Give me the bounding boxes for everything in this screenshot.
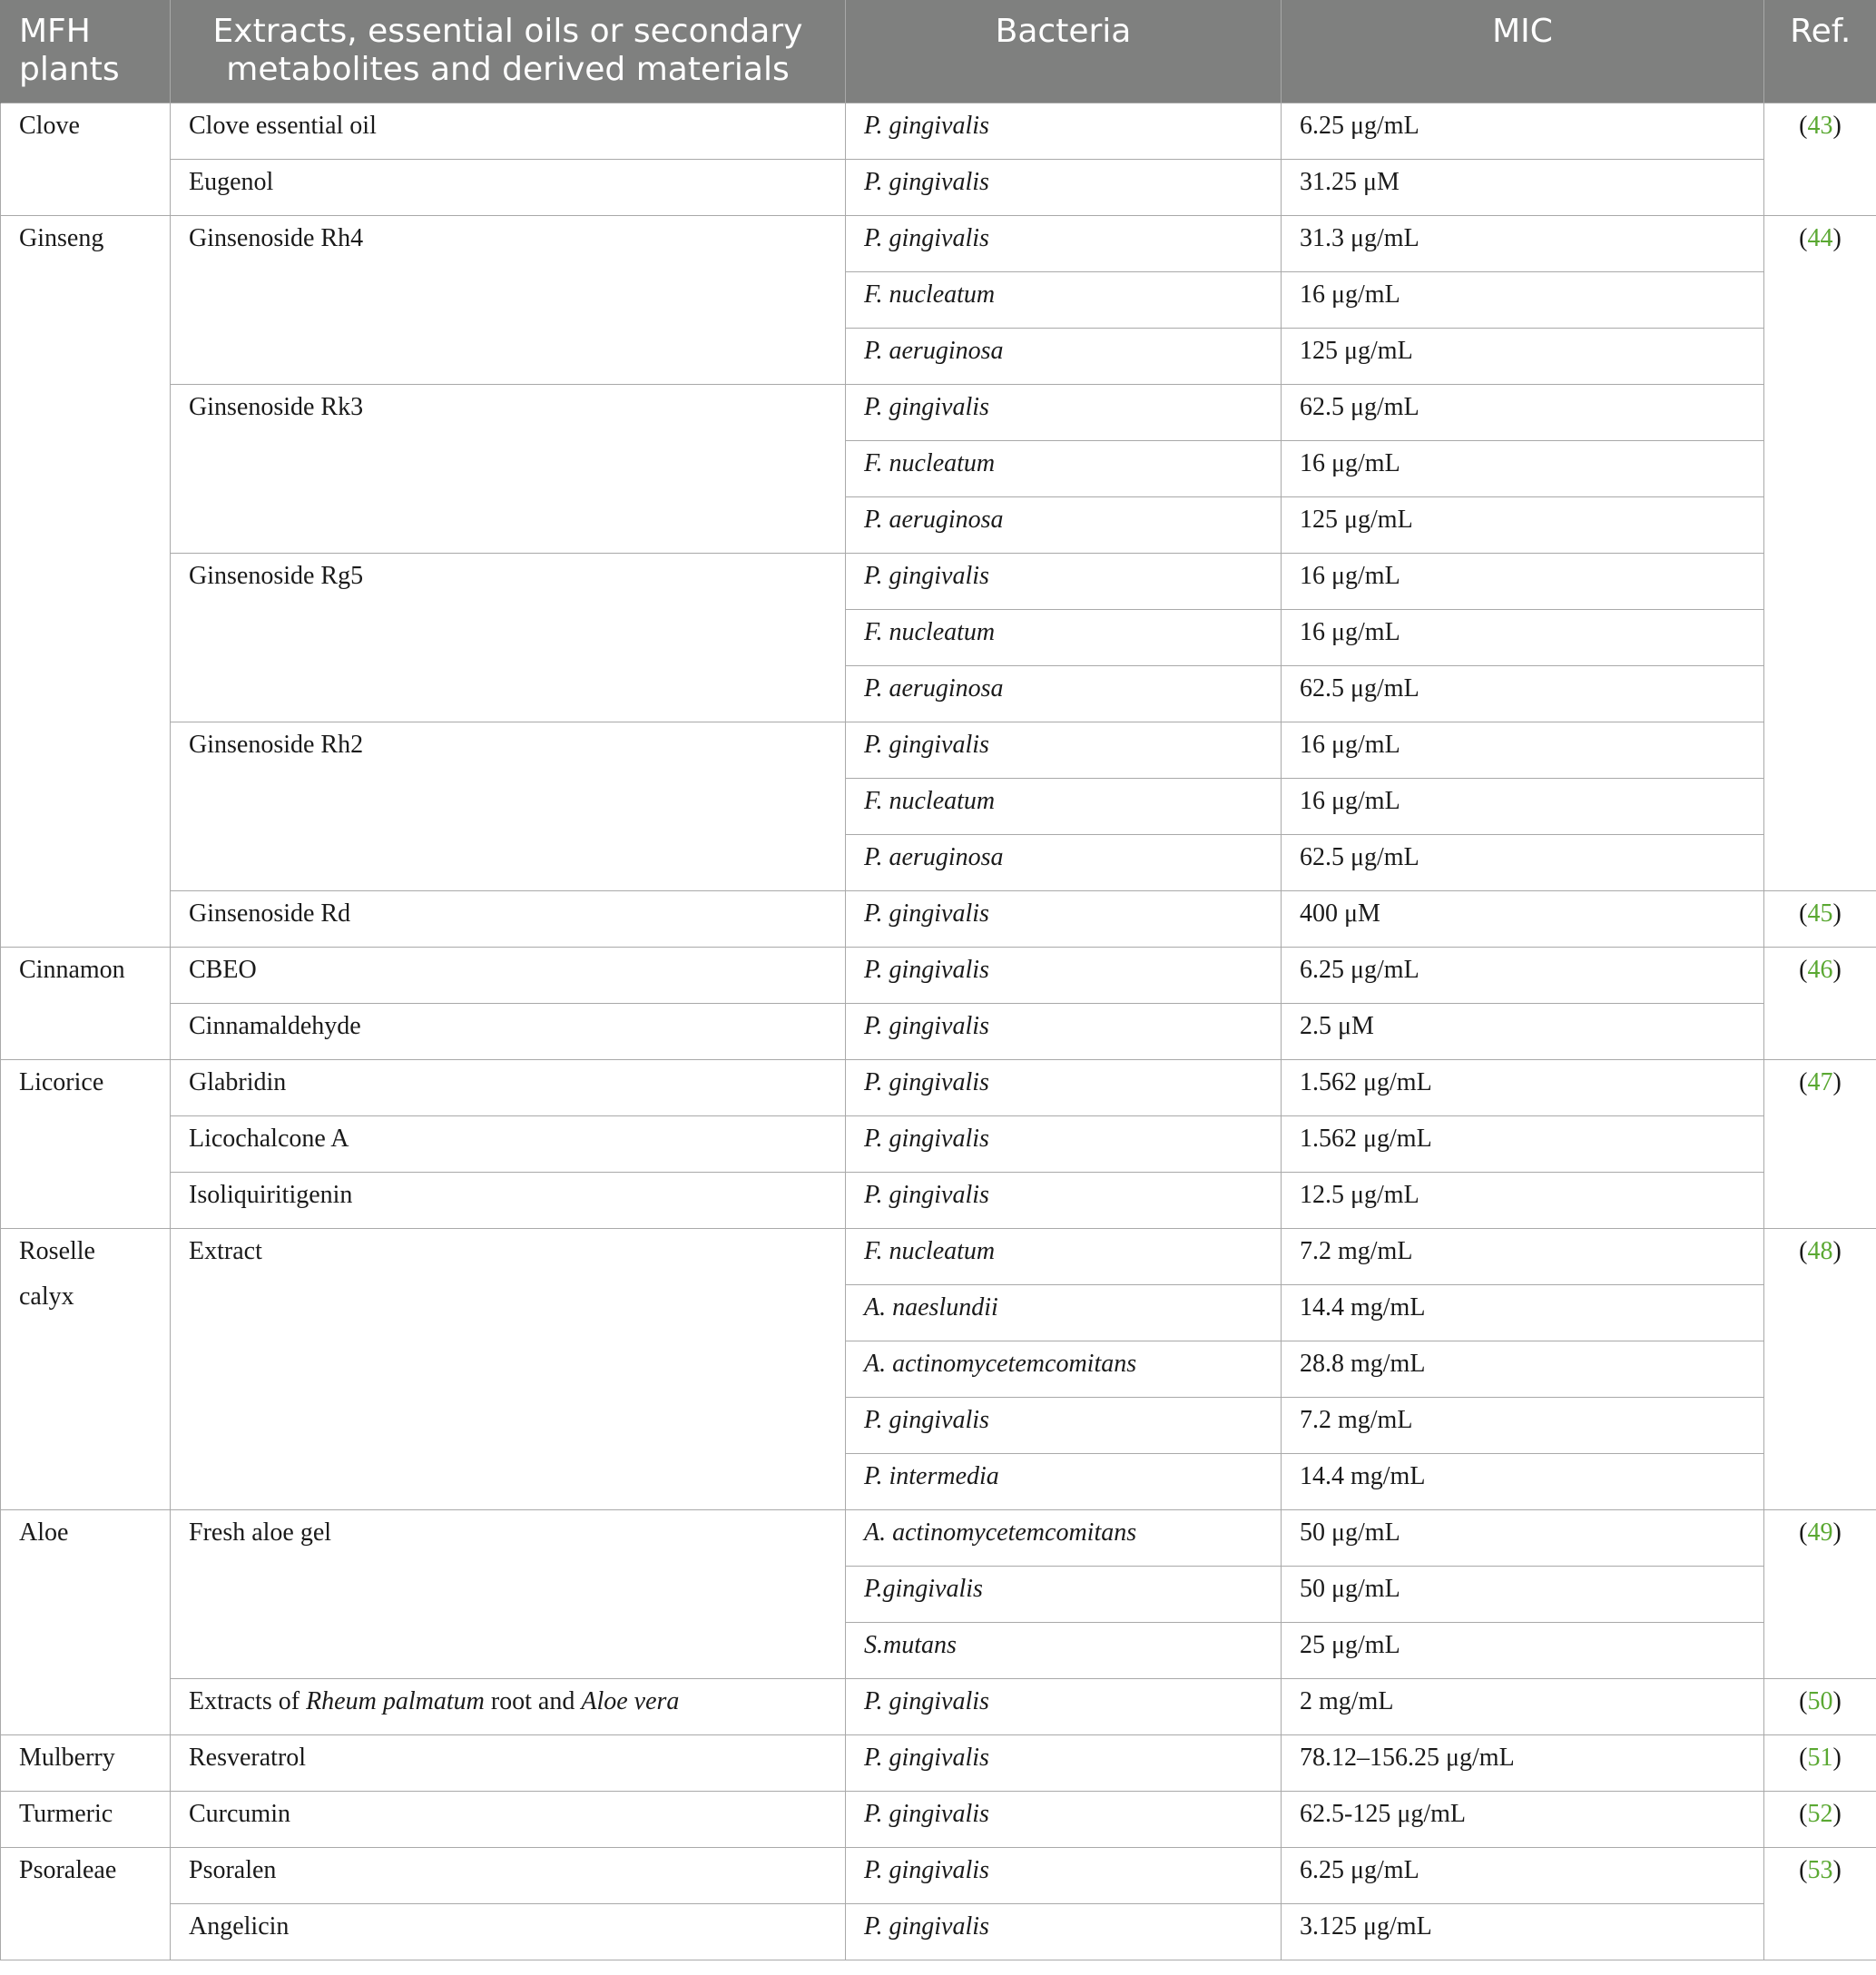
ref-cell: (47) [1764, 1059, 1876, 1228]
material-cell: Ginsenoside Rg5 [171, 553, 846, 722]
material-cell: Isoliquiritigenin [171, 1172, 846, 1228]
table-row [1, 1734, 1876, 1791]
ref-link[interactable]: 46 [1807, 955, 1833, 984]
mic-cell: 3.125 μg/mL [1282, 1903, 1764, 1960]
plant-cell: Roselle calyx [1, 1228, 171, 1509]
table-row [1, 1903, 1876, 1960]
table-row [1, 1678, 1876, 1734]
mic-cell: 78.12–156.25 μg/mL [1282, 1734, 1764, 1791]
plant-cell: Clove [1, 103, 171, 215]
bacteria-cell: P. gingivalis [846, 1115, 1282, 1172]
mic-cell: 125 μg/mL [1282, 328, 1764, 384]
mic-cell: 62.5 μg/mL [1282, 665, 1764, 722]
material-cell: Licochalcone A [171, 1115, 846, 1172]
mic-cell: 16 μg/mL [1282, 440, 1764, 496]
bacteria-cell: P. gingivalis [846, 1791, 1282, 1847]
mic-cell: 400 μM [1282, 890, 1764, 947]
mic-cell: 12.5 μg/mL [1282, 1172, 1764, 1228]
header-mic: MIC [1282, 0, 1764, 103]
table-row [1, 1172, 1876, 1228]
ref-cell: (49) [1764, 1509, 1876, 1678]
plant-cell: Licorice [1, 1059, 171, 1228]
material-cell: Ginsenoside Rd [171, 890, 846, 947]
mic-cell: 7.2 mg/mL [1282, 1397, 1764, 1453]
mic-cell: 16 μg/mL [1282, 271, 1764, 328]
ref-link[interactable]: 52 [1807, 1799, 1833, 1828]
plant-cell: Psoraleae [1, 1847, 171, 1960]
ref-link[interactable]: 50 [1807, 1686, 1833, 1715]
mic-cell: 2 mg/mL [1282, 1678, 1764, 1734]
material-cell: Ginsenoside Rh2 [171, 722, 846, 890]
plant-cell: Aloe [1, 1509, 171, 1734]
plant-cell: Turmeric [1, 1791, 171, 1847]
table-row [1, 1003, 1876, 1059]
bacteria-cell: F. nucleatum [846, 1228, 1282, 1284]
bacteria-cell: P. gingivalis [846, 215, 1282, 271]
material-cell: Ginsenoside Rh4 [171, 215, 846, 384]
bacteria-cell: P. intermedia [846, 1453, 1282, 1509]
mic-cell: 6.25 μg/mL [1282, 1847, 1764, 1903]
bacteria-cell: P. aeruginosa [846, 328, 1282, 384]
table-row [1, 722, 1876, 778]
table-row [1, 215, 1876, 271]
mic-cell: 125 μg/mL [1282, 496, 1764, 553]
ref-cell: (45) [1764, 890, 1876, 947]
material-cell: Psoralen [171, 1847, 846, 1903]
bacteria-cell: F. nucleatum [846, 609, 1282, 665]
material-cell: Extracts of Rheum palmatum root and Aloe vera [171, 1678, 846, 1734]
material-cell: Fresh aloe gel [171, 1509, 846, 1678]
ref-cell: (46) [1764, 947, 1876, 1059]
bacteria-cell: P. gingivalis [846, 1397, 1282, 1453]
bacteria-cell: A. actinomycetemcomitans [846, 1341, 1282, 1397]
ref-link[interactable]: 44 [1807, 223, 1833, 252]
bacteria-cell: P. aeruginosa [846, 665, 1282, 722]
bacteria-cell: S.mutans [846, 1622, 1282, 1678]
table-row [1, 1115, 1876, 1172]
table-row [1, 1228, 1876, 1284]
ref-cell: (48) [1764, 1228, 1876, 1509]
header-bacteria: Bacteria [846, 0, 1282, 103]
ref-link[interactable]: 53 [1807, 1855, 1833, 1884]
bacteria-cell: P. gingivalis [846, 159, 1282, 215]
header-materials: Extracts, essential oils or secondary metabolites and derived materials [171, 0, 846, 103]
ref-cell: (53) [1764, 1847, 1876, 1960]
mic-cell: 31.3 μg/mL [1282, 215, 1764, 271]
bacteria-cell: P. gingivalis [846, 1734, 1282, 1791]
table-header-row [1, 0, 1876, 103]
plant-cell: Ginseng [1, 215, 171, 947]
ref-link[interactable]: 51 [1807, 1743, 1833, 1772]
material-cell: Glabridin [171, 1059, 846, 1115]
mic-cell: 14.4 mg/mL [1282, 1284, 1764, 1341]
mic-cell: 1.562 μg/mL [1282, 1115, 1764, 1172]
ref-link[interactable]: 49 [1807, 1518, 1833, 1547]
ref-link[interactable]: 45 [1807, 899, 1833, 928]
bacteria-cell: A. naeslundii [846, 1284, 1282, 1341]
material-cell: Angelicin [171, 1903, 846, 1960]
plant-cell: Cinnamon [1, 947, 171, 1059]
mic-cell: 14.4 mg/mL [1282, 1453, 1764, 1509]
mic-cell: 6.25 μg/mL [1282, 947, 1764, 1003]
material-cell: Curcumin [171, 1791, 846, 1847]
mic-cell: 25 μg/mL [1282, 1622, 1764, 1678]
header-mfh-plants: MFH plants [1, 0, 171, 103]
table-row [1, 1847, 1876, 1903]
mic-cell: 16 μg/mL [1282, 722, 1764, 778]
bacteria-cell: P. gingivalis [846, 1847, 1282, 1903]
mic-cell: 50 μg/mL [1282, 1509, 1764, 1566]
bacteria-cell: P. gingivalis [846, 1059, 1282, 1115]
mic-cell: 50 μg/mL [1282, 1566, 1764, 1622]
material-cell: Cinnamaldehyde [171, 1003, 846, 1059]
bacteria-cell: A. actinomycetemcomitans [846, 1509, 1282, 1566]
plant-cell: Mulberry [1, 1734, 171, 1791]
table-row [1, 1059, 1876, 1115]
mic-cell: 62.5 μg/mL [1282, 834, 1764, 890]
bacteria-cell: P. gingivalis [846, 103, 1282, 159]
bacteria-cell: P. gingivalis [846, 1678, 1282, 1734]
table-row [1, 553, 1876, 609]
bacteria-cell: P.gingivalis [846, 1566, 1282, 1622]
bacteria-cell: F. nucleatum [846, 271, 1282, 328]
ref-cell: (51) [1764, 1734, 1876, 1791]
bacteria-cell: F. nucleatum [846, 778, 1282, 834]
ref-cell: (50) [1764, 1678, 1876, 1734]
ref-link[interactable]: 48 [1807, 1236, 1833, 1265]
mic-cell: 1.562 μg/mL [1282, 1059, 1764, 1115]
bacteria-cell: P. gingivalis [846, 553, 1282, 609]
mic-cell: 28.8 mg/mL [1282, 1341, 1764, 1397]
table-row [1, 1791, 1876, 1847]
mic-cell: 2.5 μM [1282, 1003, 1764, 1059]
table-row [1, 1509, 1876, 1566]
material-cell: Ginsenoside Rk3 [171, 384, 846, 553]
mic-cell: 16 μg/mL [1282, 778, 1764, 834]
table-row [1, 103, 1876, 159]
bacteria-cell: P. gingivalis [846, 1903, 1282, 1960]
material-cell: Extract [171, 1228, 846, 1509]
mic-cell: 16 μg/mL [1282, 553, 1764, 609]
ref-link[interactable]: 47 [1807, 1067, 1833, 1096]
table-row [1, 159, 1876, 215]
table-row [1, 947, 1876, 1003]
bacteria-cell: P. gingivalis [846, 1172, 1282, 1228]
mic-cell: 16 μg/mL [1282, 609, 1764, 665]
ref-link[interactable]: 43 [1807, 111, 1833, 140]
ref-cell: (52) [1764, 1791, 1876, 1847]
header-ref: Ref. [1764, 0, 1876, 103]
mic-cell: 62.5-125 μg/mL [1282, 1791, 1764, 1847]
mic-cell: 7.2 mg/mL [1282, 1228, 1764, 1284]
material-cell: Clove essential oil [171, 103, 846, 159]
bacteria-cell: P. gingivalis [846, 947, 1282, 1003]
mic-cell: 31.25 μM [1282, 159, 1764, 215]
mic-cell: 6.25 μg/mL [1282, 103, 1764, 159]
table-row [1, 890, 1876, 947]
material-cell: Resveratrol [171, 1734, 846, 1791]
bacteria-cell: P. gingivalis [846, 1003, 1282, 1059]
ref-cell: (43) [1764, 103, 1876, 215]
bacteria-cell: P. gingivalis [846, 722, 1282, 778]
table-row [1, 384, 1876, 440]
material-cell: CBEO [171, 947, 846, 1003]
material-cell: Eugenol [171, 159, 846, 215]
ref-cell: (44) [1764, 215, 1876, 890]
bacteria-cell: P. gingivalis [846, 890, 1282, 947]
bacteria-cell: P. aeruginosa [846, 834, 1282, 890]
bacteria-cell: P. gingivalis [846, 384, 1282, 440]
bacteria-cell: F. nucleatum [846, 440, 1282, 496]
mic-cell: 62.5 μg/mL [1282, 384, 1764, 440]
bacteria-cell: P. aeruginosa [846, 496, 1282, 553]
